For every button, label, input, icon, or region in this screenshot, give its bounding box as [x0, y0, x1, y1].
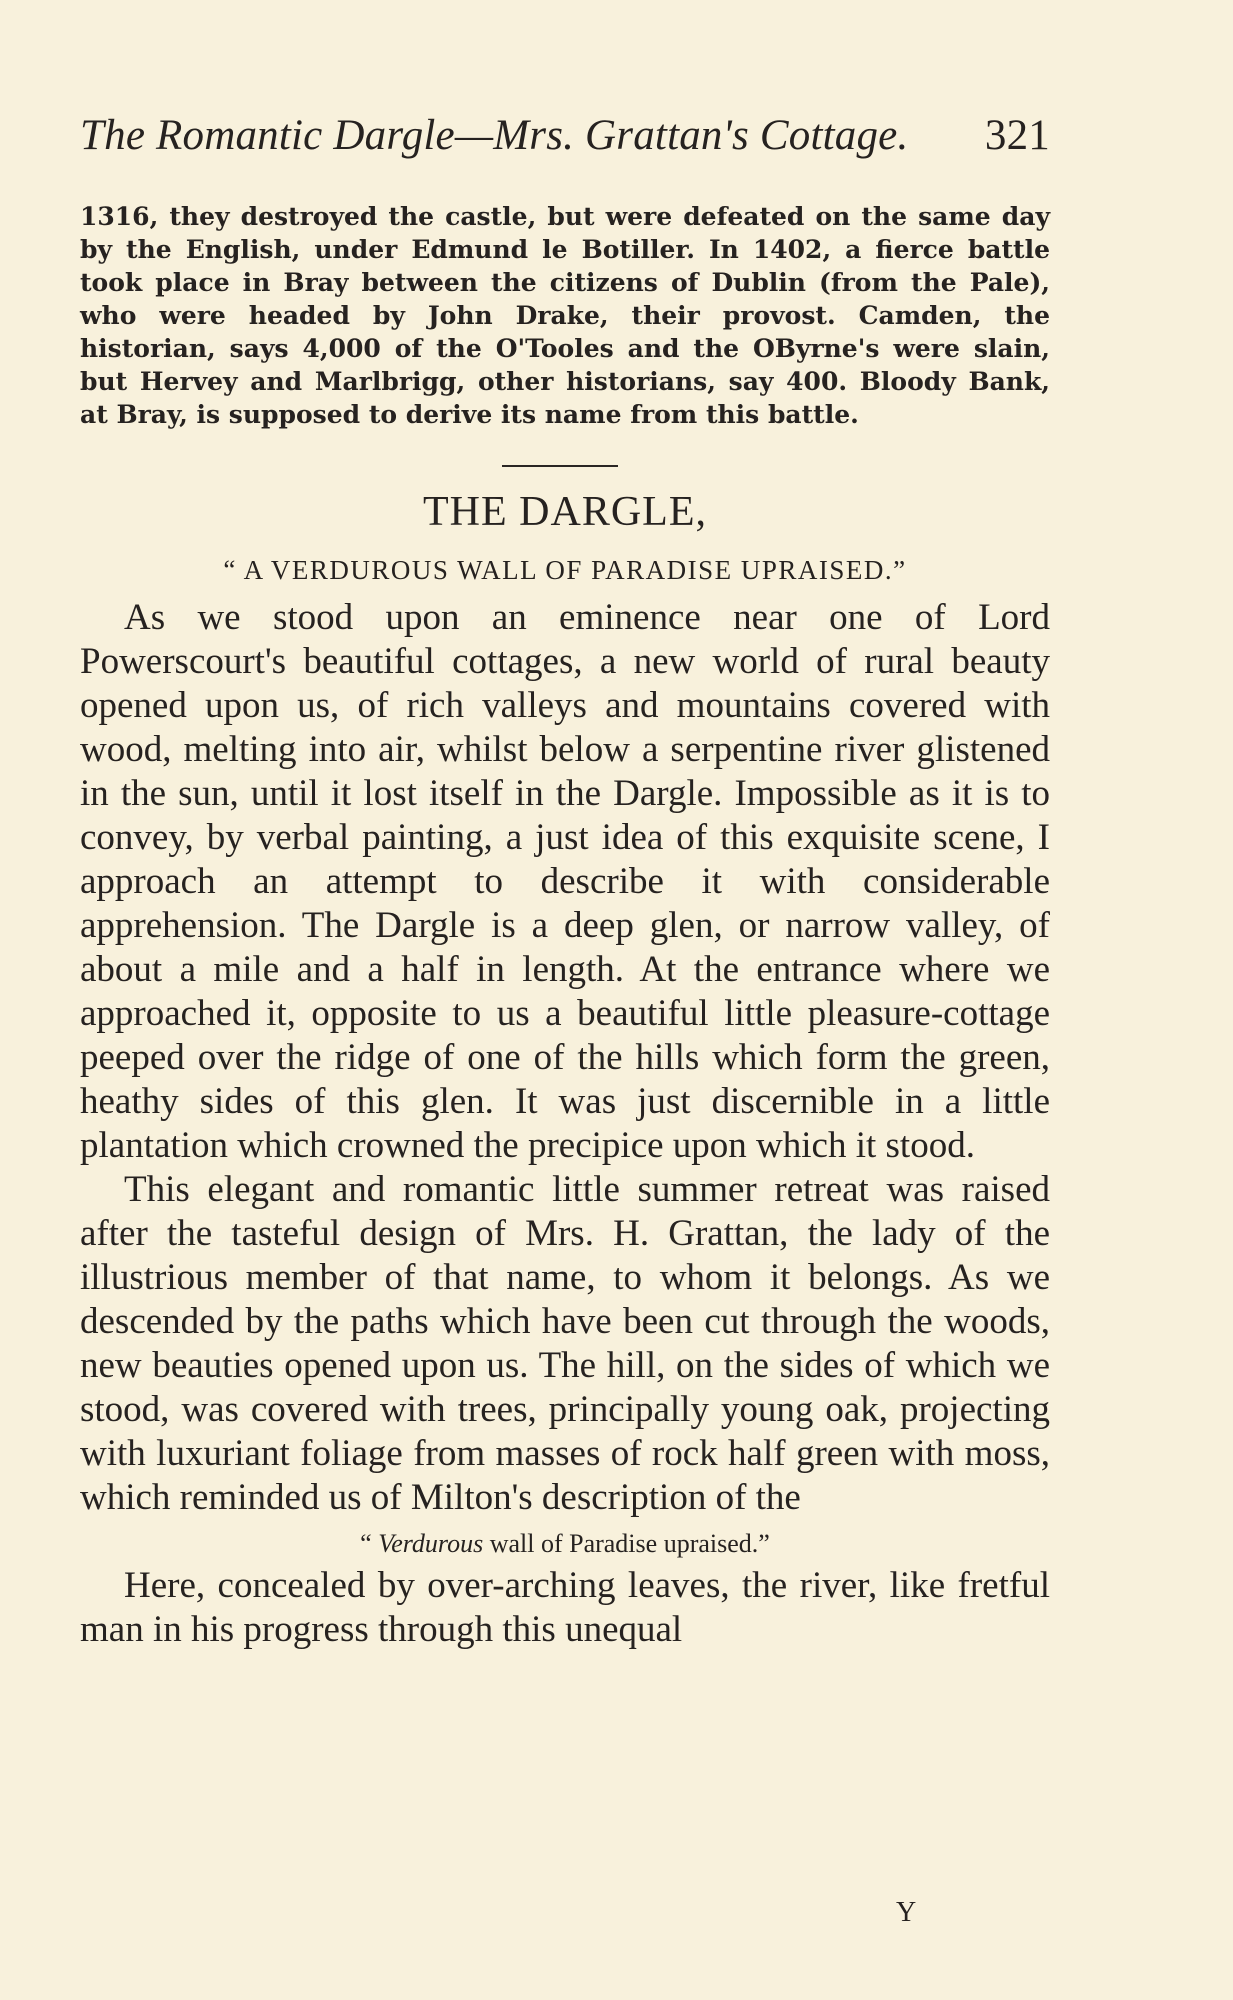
running-head-title: The Romantic Dargle—Mrs. Grattan's Cottage.: [80, 112, 909, 159]
paragraph: Here, concealed by over-arching leaves, the river, like fretful man in his progress through this unequal: [80, 1565, 1050, 1650]
running-head: [80, 106, 1050, 166]
quote-emphasis: Verdurous: [378, 1529, 484, 1558]
section-divider: [502, 465, 618, 467]
signature-mark: Y: [896, 1897, 917, 1928]
footnote-text: 1316, they destroyed the castle, but were defeated on the same day by the English, under Edmund le Botiller. In 1402, a fierce battle took place in Bray between the citizens of Dublin (from the Pale), who were headed by John Drake, their provost. Camden, the historian, says 4,000 of the O'Tooles and the OByrne's were slain, but Hervey and Marlbrigg, other historians, say 400. Bloody Bank, at Bray, is supposed to derive its name from this battle.: [80, 202, 1050, 429]
section-heading: THE DARGLE,: [423, 489, 707, 535]
quote-open: “: [360, 1529, 379, 1558]
page-number: 321: [984, 112, 1050, 159]
block-quote: [80, 1526, 1050, 1562]
paragraph: As we stood upon an eminence near one of Lord Powerscourt's beautiful cottages, a new world of rural beauty opened upon us, of rich valleys and mountains covered with wood, melting into air, whilst below a serpentine river glistened in the sun, until it lost itself in the Dargle. Impossible as it is to convey, by verbal painting, a just idea of this exquisite scene, I approach an attempt to describe it with considerable apprehension. The Dargle is a deep glen, or narrow valley, of about a mile and a half in length. At the entrance where we approached it, opposite to us a beautiful little pleasure-cottage peeped over the ridge of one of the hills which form the green, heathy sides of this glen. It was just discernible in a little plantation which crowned the precipice upon which it stood.: [80, 597, 1050, 1166]
footnote: [80, 200, 1050, 431]
paragraph: This elegant and romantic little summer retreat was raised after the tasteful design of Mrs. H. Grattan, the lady of the illustrious member of that name, to whom it belongs. As we descended by the paths which have been cut through the woods, new beauties opened upon us. The hill, on the sides of which we stood, was covered with trees, principally young oak, projecting with luxuriant foliage from masses of rock half green with moss, which reminded us of Milton's description of the: [80, 1169, 1050, 1518]
section-subheading: “ A VERDUROUS WALL OF PARADISE UPRAISED.”: [223, 555, 907, 585]
body-text: [80, 596, 1050, 1652]
quote-rest: wall of Paradise upraised.”: [483, 1529, 770, 1558]
